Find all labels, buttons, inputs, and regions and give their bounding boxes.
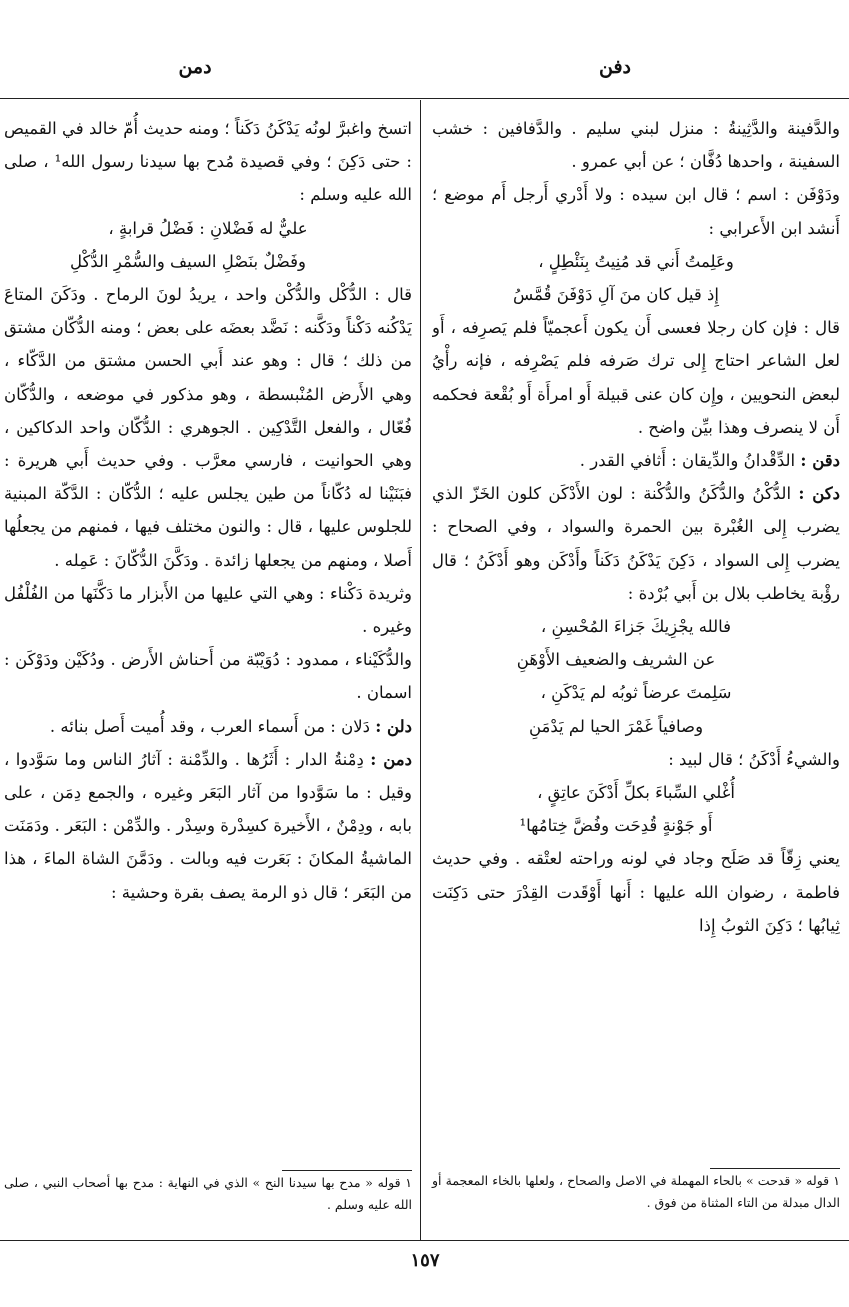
verse-line: وصافياً غَمْرَ الحيا لم يَدْمَنِ xyxy=(528,716,704,736)
paragraph: ودَوْفَن : اسم ؛ قال ابن سيده : ولا أَدْري أَرجل أَم موضع ؛ أَنشد ابن الأَعرابي : xyxy=(432,185,840,238)
paragraph: قال : الدُّكْل والدُّكْن واحد ، يريدُ لونَ الرماح . ودَكَنَ المتاعَ يَدْكُنه دَكْناً ودَكَّنه : نَضَّد بعضَه على بعض ؛ ومنه الدُّكّان مشتق من ذلك ؛ قال : وهو عند أَبي الحسن مشتق من الدَّكّاء ، وهي الأَرض المُنْبسطة ، وهو مذكور في موضعه ، والدُّكّان فُعّال ، والفعل التَّدْكِين . الجوهري : الدُّكّان واحد الدكاكين ، وهي الحوانيت ، فارسي معرَّب . وفي حديث أَبي هريرة : فبَنَيْنا له دُكّاناً من طين يجلس عليه ؛ الدُّكّان : الدَّكّة المبنية للجلوس عليها ، قال : والنون مختلف فيها ، فمنهم من يجعلُها أَصلا ، ومنهم من يجعلها زائدة . ودَكَّنَ الدُّكّانَ : عَمِله . xyxy=(4,285,412,570)
verse-line: إِذ قيل كان منَ آلِ دَوْفَنَ قُمَّسُ xyxy=(513,285,719,305)
paragraph: وثريدة دَكْناء : وهي التي عليها من الأَبزار ما دَكَّنَها من الفُلْفُل وغيره . xyxy=(4,583,412,637)
paragraph: قال : فإن كان رجلا فعسى أَن يكون أَعجميّاً فلم يَصرِفه ، أَو لعل الشاعر احتاج إِلى ترك صَرفه فلم يَصْرِفه ، فإنه رأْيُ لبعض النحويين ، وإِن كان عنى قبيلة أَو امرأَة أَو بُقْعة فحكمه أَن لا ينصرف وهذا بيِّن واضح . xyxy=(432,318,840,437)
entry-body: الدِّقْدانُ والدِّيقان : أَثافي القدر . xyxy=(579,451,796,471)
verse-line: عليٌّ له فَضْلانِ : فَضْلُ قرابةٍ ، xyxy=(108,218,308,238)
verse-line: فالله يجْزِيكَ جَزاءَ المُحْسِنِ ، xyxy=(540,617,732,637)
paragraph: والدُّكَيْناء ، ممدود : دُوَيْبّة من أَحناش الأَرض . ودُكَيْن ودَوْكَن : اسمان . xyxy=(4,650,412,703)
entry-body: دِمْنةُ الدار : أَثَرُها . والدِّمْنة : آثارُ الناس وما سَوَّدوا ، وقيل : ما سَوَّدوا من آثار البَعَر وغيره ، والجمع دِمَن ، على بابه ، ودِمْنٌ ، الأَخيرة كسِدْرة وسِدْر . والدِّمْن : البَعَر . ودَمَنَت الماشيةُ المكانَ : بَعَرت فيه وبالت . ودَمَّنَ الشاة الماءَ ، هذا من البَعَر ؛ قال ذو الرمة يصف بقرة وحشية : xyxy=(4,749,412,902)
footnote: ١ قوله « مدح بها سيدنا النح » الذي في النهاية : مدح بها أصحاب النبي ، صلى الله عليه وسلم . xyxy=(4,1175,412,1212)
verse-line: وعَلِمتُ أَني قد مُنِيتُ بِنَئْطِلٍ ، xyxy=(538,251,734,271)
entry-headword: دمن : xyxy=(370,749,412,769)
entry-headword: دكن : xyxy=(798,484,840,504)
entry-body: الدُّكْنُ والدُّكَنُ والدُّكْنة : لون الأَدْكَن كلون الخَزّ الذي يضرب إِلى الغُبْرة بين الحمرة والسواد ، وفي الصحاح : يضرب إِلى السواد ، دَكِنَ يَدْكَنُ دَكَناً وأَدْكَن وهو أَدْكَنُ ؛ قال رؤْبة يخاطب بلال بن أَبي بُرْدة : xyxy=(432,484,840,603)
footer-rule xyxy=(0,1240,849,1241)
entry-daman xyxy=(4,743,412,909)
paragraph: والشيءُ أَدْكَنُ ؛ قال لبيد : xyxy=(668,749,840,769)
column-divider xyxy=(420,100,421,1240)
paragraph: اتسخ واغبرَّ لونُه يَدْكَنُ دَكَناً ؛ ومنه حديث أُمّ خالد في القميص : حتى دَكِنَ ؛ وفي قصيدة مُدح بها سيدنا رسول الله¹ ، صلى الله عليه وسلم : xyxy=(4,119,412,205)
verse-line: أَو جَوْنةٍ قُدِحَت وفُضَّ خِتامُها¹ xyxy=(519,816,713,836)
left-column xyxy=(4,112,412,909)
entry-dalan xyxy=(4,710,412,743)
header-rule xyxy=(0,98,849,99)
entry-body: دَلان : من أَسماء العرب ، وقد أُميت أَصل بنائه . xyxy=(49,716,370,736)
verse-line: وفَضْلٌ بنَصْلِ السيف والسُّمْرِ الدُّكْلِ xyxy=(70,251,306,271)
verse-line: أُغْلي السِّباءَ بكلِّ أَدْكَنَ عاتِقٍ ، xyxy=(537,783,735,803)
paragraph: يعني زِقّاً قد صَلَح وجاد في لونه وراحته لعتْقه . وفي حديث فاطمة ، رضوان الله عليها : أَنها أَوْقَدت القِدْرَ حتى دَكِنَت ثِيابُها ؛ دَكِنَ الثوبُ إِذا xyxy=(432,849,840,935)
entry-headword: دقن : xyxy=(800,451,840,471)
footnote: ١ قوله « قدحت » بالحاء المهملة في الاصل والصحاح ، ولعلها بالخاء المعجمة أو الدال مبدلة من التاء المثناة من فوق . xyxy=(432,1173,840,1210)
footnote-rule xyxy=(710,1168,840,1169)
entry-dakan xyxy=(432,477,840,610)
footnote-rule xyxy=(282,1170,412,1171)
right-running-headword: دفن xyxy=(598,56,631,78)
page-number: ١٥٧ xyxy=(410,1250,440,1271)
right-column xyxy=(432,112,840,942)
left-running-headword: دمن xyxy=(178,56,212,78)
entry-headword: دلن : xyxy=(375,716,412,736)
entry-daqan xyxy=(432,444,840,477)
verse-line: عن الشريف والضعيف الأَوْهَنِ xyxy=(516,650,716,670)
paragraph: والدَّفينة والدَّثِينةُ : منزل لبني سليم . والدَّفافين : خشب السفينة ، واحدها دُفَّان ؛ عن أبي عمرو . xyxy=(432,119,840,172)
verse-line: سَلِمتَ عرضاً ثوبُه لم يَدْكَنِ ، xyxy=(540,683,732,703)
